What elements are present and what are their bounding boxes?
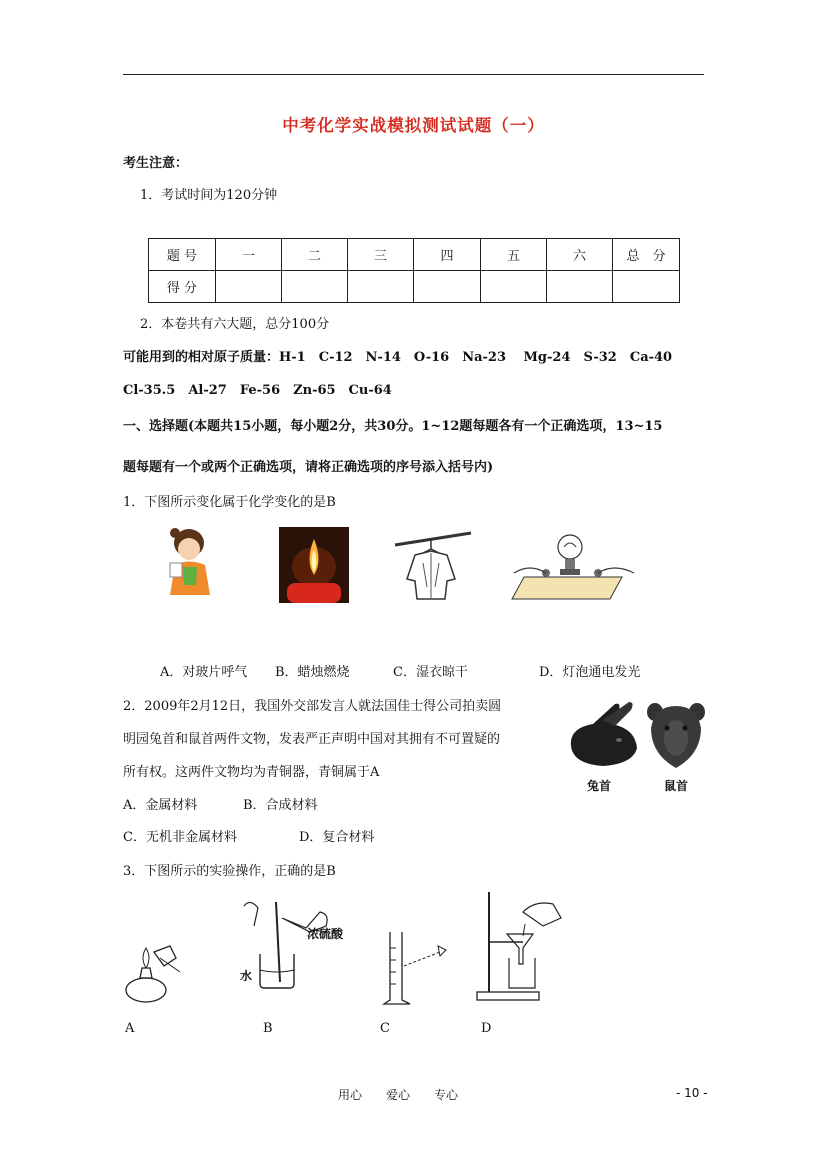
score-table-cell: 三 [348, 239, 414, 271]
atomic-mass-line-2: Cl-35.5 Al-27 Fe-56 Zn-65 Cu-64 [123, 383, 392, 398]
score-input-cell[interactable] [216, 271, 282, 303]
light-bulb-circuit-image [510, 527, 635, 605]
page-title: 中考化学实战模拟测试试题（一） [282, 116, 545, 135]
page-number: - 10 - [676, 1086, 708, 1100]
section1-heading-line-2: 题每题有一个或两个正确选项，请将正确选项的序号添入括号内) [123, 460, 494, 475]
score-input-cell[interactable] [613, 271, 680, 303]
score-table-cell: 总 分 [613, 239, 680, 271]
score-table-cell: 得 分 [149, 271, 216, 303]
rat-head-label: 鼠首 [664, 779, 689, 793]
candle-burning-image [279, 527, 349, 603]
q2-stem-line-3: 所有权。这两件文物均为青铜器，青铜属于A [123, 765, 380, 780]
q2-option-d: D．复合材料 [299, 830, 375, 845]
q1-option-a: A．对玻片呼气 [160, 665, 248, 680]
score-input-cell[interactable] [348, 271, 414, 303]
score-table-score-row [149, 271, 680, 303]
q2-option-c: C．无机非金属材料 [123, 830, 237, 845]
header-rule [123, 74, 704, 75]
q3-option-c-label: C [380, 1021, 390, 1036]
score-table-cell: 四 [414, 239, 481, 271]
notice-2: 2．本卷共有六大题，总分100分 [140, 317, 330, 332]
q2-stem-line-2: 明园兔首和鼠首两件文物，发表严正声明中国对其拥有不可置疑的 [123, 732, 501, 747]
q1-option-b: B．蜡烛燃烧 [275, 665, 350, 680]
q2-option-b: B．合成材料 [243, 798, 318, 813]
score-table-cell: 一 [216, 239, 282, 271]
score-input-cell[interactable] [414, 271, 481, 303]
alcohol-lamp-figure [120, 938, 188, 1010]
score-input-cell[interactable] [547, 271, 613, 303]
girl-breathing-image [163, 525, 215, 600]
q1-option-c: C．湿衣晾干 [393, 665, 468, 680]
notice-heading: 考生注意： [123, 156, 189, 171]
q2-stem-line-1: 2．2009年2月12日，我国外交部发言人就法国佳士得公司拍卖圆 [123, 699, 502, 714]
q1-stem: 1．下图所示变化属于化学变化的是B [123, 495, 336, 510]
section1-heading-line-1: 一、选择题(本题共15小题，每小题2分，共30分。1~12题每题各有一个正确选项，13~15 [123, 419, 663, 434]
score-table-cell: 五 [481, 239, 547, 271]
q3-option-a-label: A [125, 1021, 135, 1036]
score-table-cell: 二 [282, 239, 348, 271]
q3-option-b-label: B [263, 1021, 273, 1036]
q3-stem: 3．下图所示的实验操作，正确的是B [123, 864, 336, 879]
score-table-cell: 题 号 [149, 239, 216, 271]
score-table-cell: 六 [547, 239, 613, 271]
graduated-cylinder-figure [382, 930, 462, 1006]
rabbit-head-image [563, 698, 643, 778]
footer-motto: 用心 爱心 专心 [338, 1088, 459, 1102]
conc-sulfuric-acid-label: 浓硫酸 [307, 927, 344, 941]
score-table-header-row [149, 239, 680, 271]
score-input-cell[interactable] [481, 271, 547, 303]
water-label: 水 [240, 969, 253, 983]
q1-option-d: D．灯泡通电发光 [539, 665, 641, 680]
notice-1: 1．考试时间为120分钟 [140, 188, 278, 203]
atomic-mass-line-1: 可能用到的相对原子质量：H-1 C-12 N-14 O-16 Na-23 Mg-24 S-32 Ca-40 [123, 350, 673, 365]
q2-option-a: A．金属材料 [123, 798, 198, 813]
wet-clothes-drying-image [393, 527, 473, 603]
filtration-figure [475, 888, 571, 1004]
dilute-acid-figure [236, 898, 346, 990]
q3-option-d-label: D [481, 1021, 492, 1036]
score-input-cell[interactable] [282, 271, 348, 303]
rabbit-head-label: 兔首 [587, 779, 612, 793]
score-table [148, 238, 680, 303]
rat-head-image [645, 698, 707, 778]
